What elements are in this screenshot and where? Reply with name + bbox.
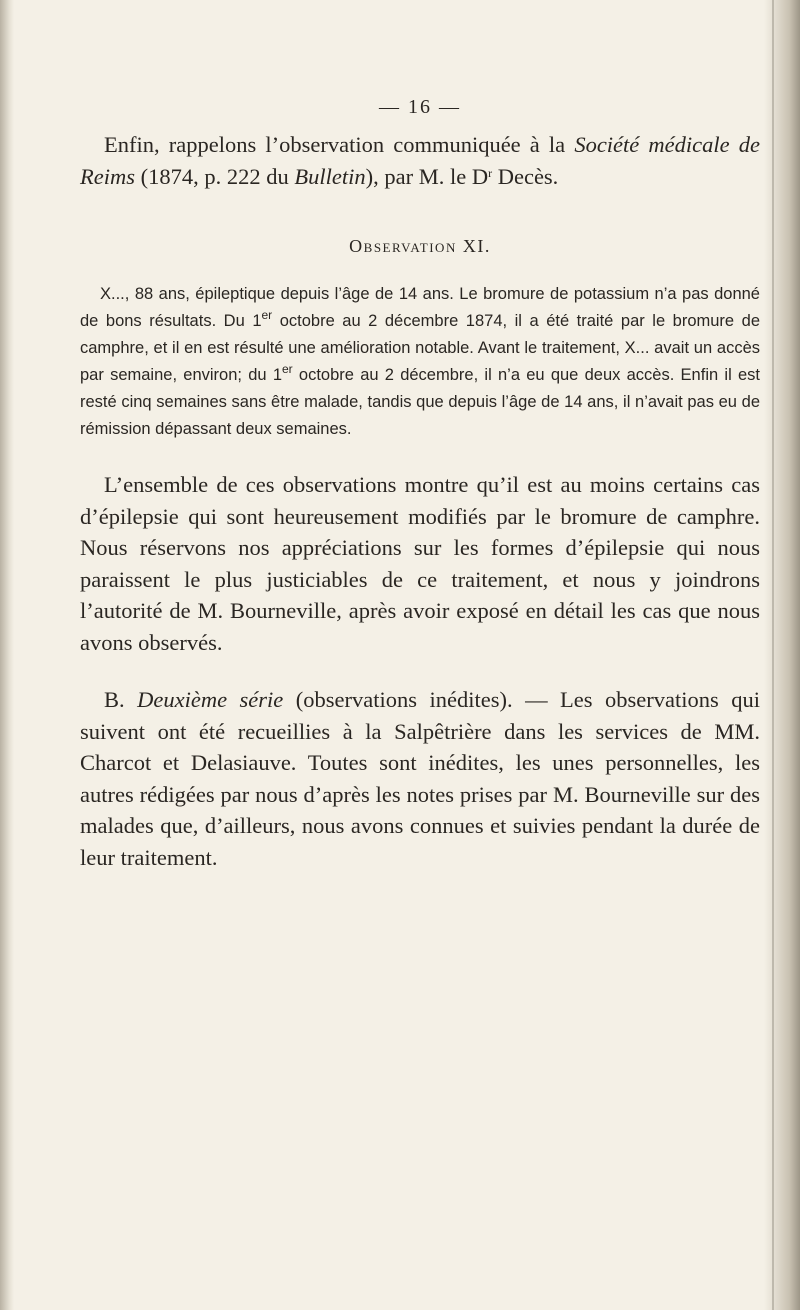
observation-sup-2: er (282, 362, 293, 376)
intro-text-3: (1874, p. 222 du (135, 163, 295, 189)
intro-society-name: Société médicale de Reims (80, 132, 760, 189)
page-right-edge (764, 0, 800, 1310)
series-b-text: (observations inédites). — Les observations qui suivent ont été recueillies à la Salpêtrière dans les services de MM. Charcot et Delasiauve. Toutes sont inédites, les unes personnelles, les autres rédigées par nous d’après les notes prises par M. Bourneville sur des malades que, d’ailleurs, nous avons connues et suivies pendant la durée de leur traitement. (80, 687, 760, 870)
intro-doctor-abbrev-sup: r (488, 165, 493, 180)
series-b-lead: B. (104, 687, 138, 712)
intro-bulletin-title: Bulletin (294, 163, 366, 189)
intro-paragraph (80, 129, 760, 192)
intro-text-1: Enfin, rappelons l’observation communiquée à la (104, 132, 575, 157)
series-b-title: Deuxième série (137, 687, 284, 712)
observation-segment-2: octobre au 2 décembre 1874, il a été traité par le bromure de camphre, et il en est résulté une amélioration notable. Avant le traitement, X... avait un accès par semaine, environ; du 1 (80, 312, 760, 384)
binding-line (772, 0, 774, 1310)
page-content (80, 96, 760, 873)
observation-segment-3: octobre au 2 décembre, il n’a eu que deux accès. Enfin il est resté cinq semaines sans être malade, tandis que depuis l’âge de 14 ans, il n’avait pas eu de rémission dépassant deux semaines. (80, 366, 760, 438)
observation-sup-1: er (261, 308, 273, 322)
summary-paragraph: L’ensemble de ces observations montre qu’il est au moins certains cas d’épilepsie qui sont heureusement modifiés par le bromure de camphre. Nous réservons nos appréciations sur les formes d’épilepsie qui nous paraissent le plus justiciables de ce traitement, et nous y joindrons l’autorité de M. Bourneville, après avoir exposé en détail les cas que nous avons observés. (80, 472, 760, 655)
observation-heading: Observation XI. (349, 236, 491, 256)
observation-segment-1: X..., 88 ans, épileptique depuis l’âge de 14 ans. Le bromure de potassium n’a pas donné de bons résultats. Du 1 (80, 285, 760, 330)
page-number: — 16 — (379, 96, 461, 118)
series-b-paragraph (80, 684, 760, 873)
page-left-edge (0, 0, 14, 1310)
intro-text-5: ), par M. le D (365, 163, 489, 189)
observation-text (80, 281, 760, 443)
intro-text-7: Decès. (492, 163, 559, 189)
